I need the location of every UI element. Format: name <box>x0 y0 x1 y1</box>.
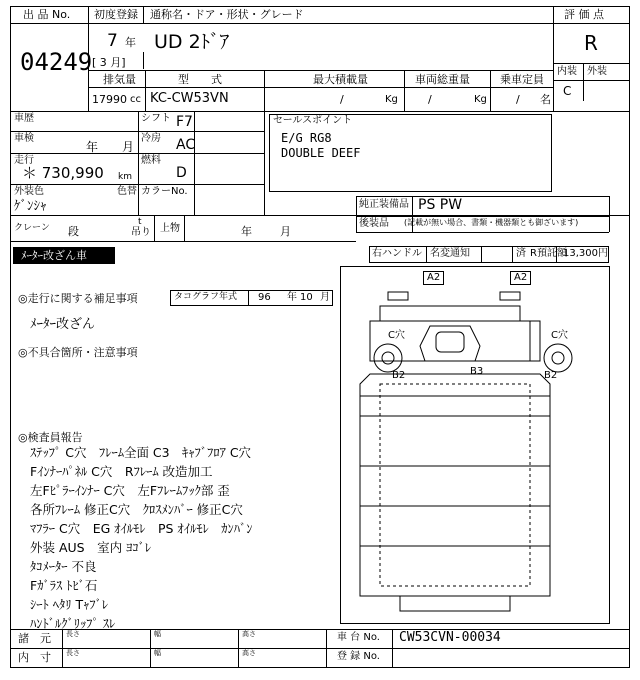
front-left-wheel <box>374 344 402 372</box>
exterior-color-label: 外装色 <box>14 186 44 197</box>
interior-label: 内装 <box>557 66 577 77</box>
chassis-number: CW53CVN-00034 <box>399 630 501 645</box>
lot-number: 04249 <box>20 48 93 76</box>
history-label: 車歴 <box>14 113 34 124</box>
upper-month: 月 <box>280 225 291 238</box>
report-line: 左Fﾋﾟﾗｰｲﾝﾅｰ C穴 左Fﾌﾚｰﾑﾌｯｸ部 歪 <box>30 483 230 498</box>
gross-weight-value: / <box>428 93 432 106</box>
inner-dims-label: 内 寸 <box>18 651 51 664</box>
cargo-body <box>360 374 550 596</box>
report-line: ﾏﾌﾗｰ C穴 EG ｵｲﾙﾓﾚ PS ｵｲﾙﾓﾚ ｶﾝﾊﾞﾝ <box>30 521 253 536</box>
mark-c-right: C穴 <box>551 330 568 341</box>
ac-value: AC <box>176 137 196 153</box>
mileage-label: 走行 <box>14 155 34 166</box>
diagram-frame <box>341 267 610 624</box>
mark-b2-left: B2 <box>392 370 406 381</box>
right-mirror <box>500 292 520 300</box>
genuine-label: 純正装備品 <box>359 199 409 210</box>
aftermarket-note: (記載が無い場合、書類・機器類とも御ざいます) <box>404 218 579 227</box>
left-mirror <box>388 292 408 300</box>
exterior-color-value: ｹﾞﾝｼｬ <box>14 199 47 214</box>
exterior-label: 外装 <box>587 66 607 77</box>
inspection-year: 年 <box>86 140 99 154</box>
displacement-label: 排気量 <box>103 73 136 86</box>
sales-point-label: セールスポイント <box>273 115 353 126</box>
displacement-unit: cc <box>130 94 141 105</box>
recycle-fee-value: 13,300 <box>563 248 598 259</box>
shift-value: F7 <box>176 114 193 130</box>
report-line: ﾀｺﾒｰﾀｰ 不良 <box>30 559 97 574</box>
recycle-label: 済 <box>516 248 526 259</box>
gross-weight-unit: Kg <box>474 94 487 105</box>
max-load-label: 最大積載量 <box>313 73 368 86</box>
upper-year: 年 <box>241 225 252 238</box>
front-right-wheel <box>544 344 572 372</box>
mark-a2-right: A2 <box>510 271 531 285</box>
first-reg-label: 初度登録 <box>94 8 138 21</box>
dims-label: 諸 元 <box>18 632 51 645</box>
driving-note: ﾒｰﾀｰ改ざん <box>30 317 96 332</box>
tachograph-year-unit: 年 <box>287 292 297 303</box>
cab-window <box>436 332 464 352</box>
interior-value: C <box>563 84 572 98</box>
reg-year-unit: 年 <box>125 36 136 49</box>
gross-weight-label: 車両総重量 <box>415 73 470 86</box>
name-label: 通称名・ドア・形状・グレード <box>150 8 304 21</box>
capacity-value: / <box>516 93 520 106</box>
fuel-label: 燃料 <box>141 155 161 166</box>
color-code-label: カラーNo. <box>141 186 188 197</box>
model-label: 型 式 <box>178 73 222 86</box>
inner-height-label: 高さ <box>242 649 256 657</box>
width-label: 幅 <box>154 630 161 638</box>
sales-line-2: DOUBLE DEEF <box>281 146 361 160</box>
aftermarket-label: 後装品 <box>359 218 389 229</box>
reg-month: [ 3 月] <box>92 56 126 69</box>
reg-year: 7 <box>107 31 118 51</box>
cargo-floor <box>380 384 530 586</box>
mark-b2-right: B2 <box>544 370 558 381</box>
max-load-value: / <box>340 93 344 106</box>
car-name: UD 2ﾄﾞｱ <box>154 31 230 53</box>
report-line: ｼｰﾄ ﾍﾀﾘ Tｬﾌﾞﾚ <box>30 597 109 612</box>
name-change-box <box>481 246 513 263</box>
report-line: ｽﾃｯﾌﾟ C穴 ﾌﾚｰﾑ全面 C3 ｷｬﾌﾞﾌﾛｱ C穴 <box>30 445 252 460</box>
front-left-hub <box>382 352 394 364</box>
windshield <box>420 326 480 361</box>
mark-b3: B3 <box>470 366 484 377</box>
registration-label: 登 録 No. <box>337 651 380 662</box>
grade-label: 評 価 点 <box>564 8 604 21</box>
mileage-value: ＊ 730,990 <box>22 164 104 182</box>
lot-label: 出 品 No. <box>23 8 71 21</box>
tachograph-label: タコグラフ年式 <box>174 292 238 302</box>
crane-lift: 吊り <box>131 227 151 238</box>
inner-length-label: 長さ <box>66 649 80 657</box>
ac-label: 冷房 <box>141 133 161 144</box>
report-line: Fｲﾝﾅｰﾊﾟﾈﾙ C穴 Rﾌﾚｰﾑ 改造加工 <box>30 464 213 479</box>
chassis-label: 車 台 No. <box>337 632 380 643</box>
report-line: Fｶﾞﾗｽ ﾄﾋﾞ石 <box>30 578 98 593</box>
name-change-label: 名変通知 <box>430 248 470 259</box>
sales-line-1: E/G RG8 <box>281 131 332 145</box>
yen-label: 円 <box>598 248 608 259</box>
tachograph-month-unit: 月 <box>320 292 330 303</box>
recycle-fee-label: R預託額 <box>530 248 567 259</box>
front-right-hub <box>552 352 564 364</box>
height-label: 高さ <box>242 630 256 638</box>
crane-ton: t <box>138 217 142 227</box>
capacity-label: 乗車定員 <box>500 73 544 86</box>
mileage-unit: km <box>118 172 132 182</box>
upper-label: 上物 <box>160 223 180 234</box>
crane-stage: 段 <box>68 225 79 238</box>
capacity-unit: 名 <box>540 93 551 106</box>
max-load-unit: Kg <box>385 94 398 105</box>
defects-header: ◎不具合箇所・注意事項 <box>18 346 138 359</box>
displacement-value: 17990 <box>92 93 127 106</box>
length-label: 長さ <box>66 630 80 638</box>
fuel-value: D <box>176 165 187 181</box>
crane-label: クレーン <box>14 223 50 233</box>
report-line: 各所ﾌﾚｰﾑ 修正C穴 ｸﾛｽﾒﾝﾊﾞｰ 修正C穴 <box>30 502 243 517</box>
report-line: ﾊﾝﾄﾞﾙｸﾞﾘｯﾌﾟ ｽﾚ <box>30 616 116 631</box>
genuine-value: PS PW <box>418 197 463 213</box>
rear-bumper <box>400 596 510 611</box>
shift-label: シフト <box>141 113 171 124</box>
color-no-label: 色替 <box>117 186 137 197</box>
inspection-label: 車検 <box>14 133 34 144</box>
driving-header: ◎走行に関する補足事項 <box>18 292 138 305</box>
report-header: ◎検査員報告 <box>18 431 83 444</box>
tachograph-month: 10 <box>300 292 313 303</box>
meter-tampered-badge: ﾒｰﾀｰ改ざん車 <box>13 247 115 264</box>
right-handle: 右ハンドル <box>372 248 422 259</box>
mark-c-left: C穴 <box>388 330 405 341</box>
report-line: 外装 AUS 室内 ﾖｺﾞﾚ <box>30 540 152 555</box>
cab-inner <box>380 321 530 361</box>
model-value: KC-CW53VN <box>150 91 229 106</box>
inner-width-label: 幅 <box>154 649 161 657</box>
mark-a2-left: A2 <box>423 271 444 285</box>
tachograph-year: 96 <box>258 292 271 303</box>
truck-diagram <box>340 266 610 624</box>
inspection-month: 月 <box>122 140 135 154</box>
score: R <box>584 31 598 55</box>
